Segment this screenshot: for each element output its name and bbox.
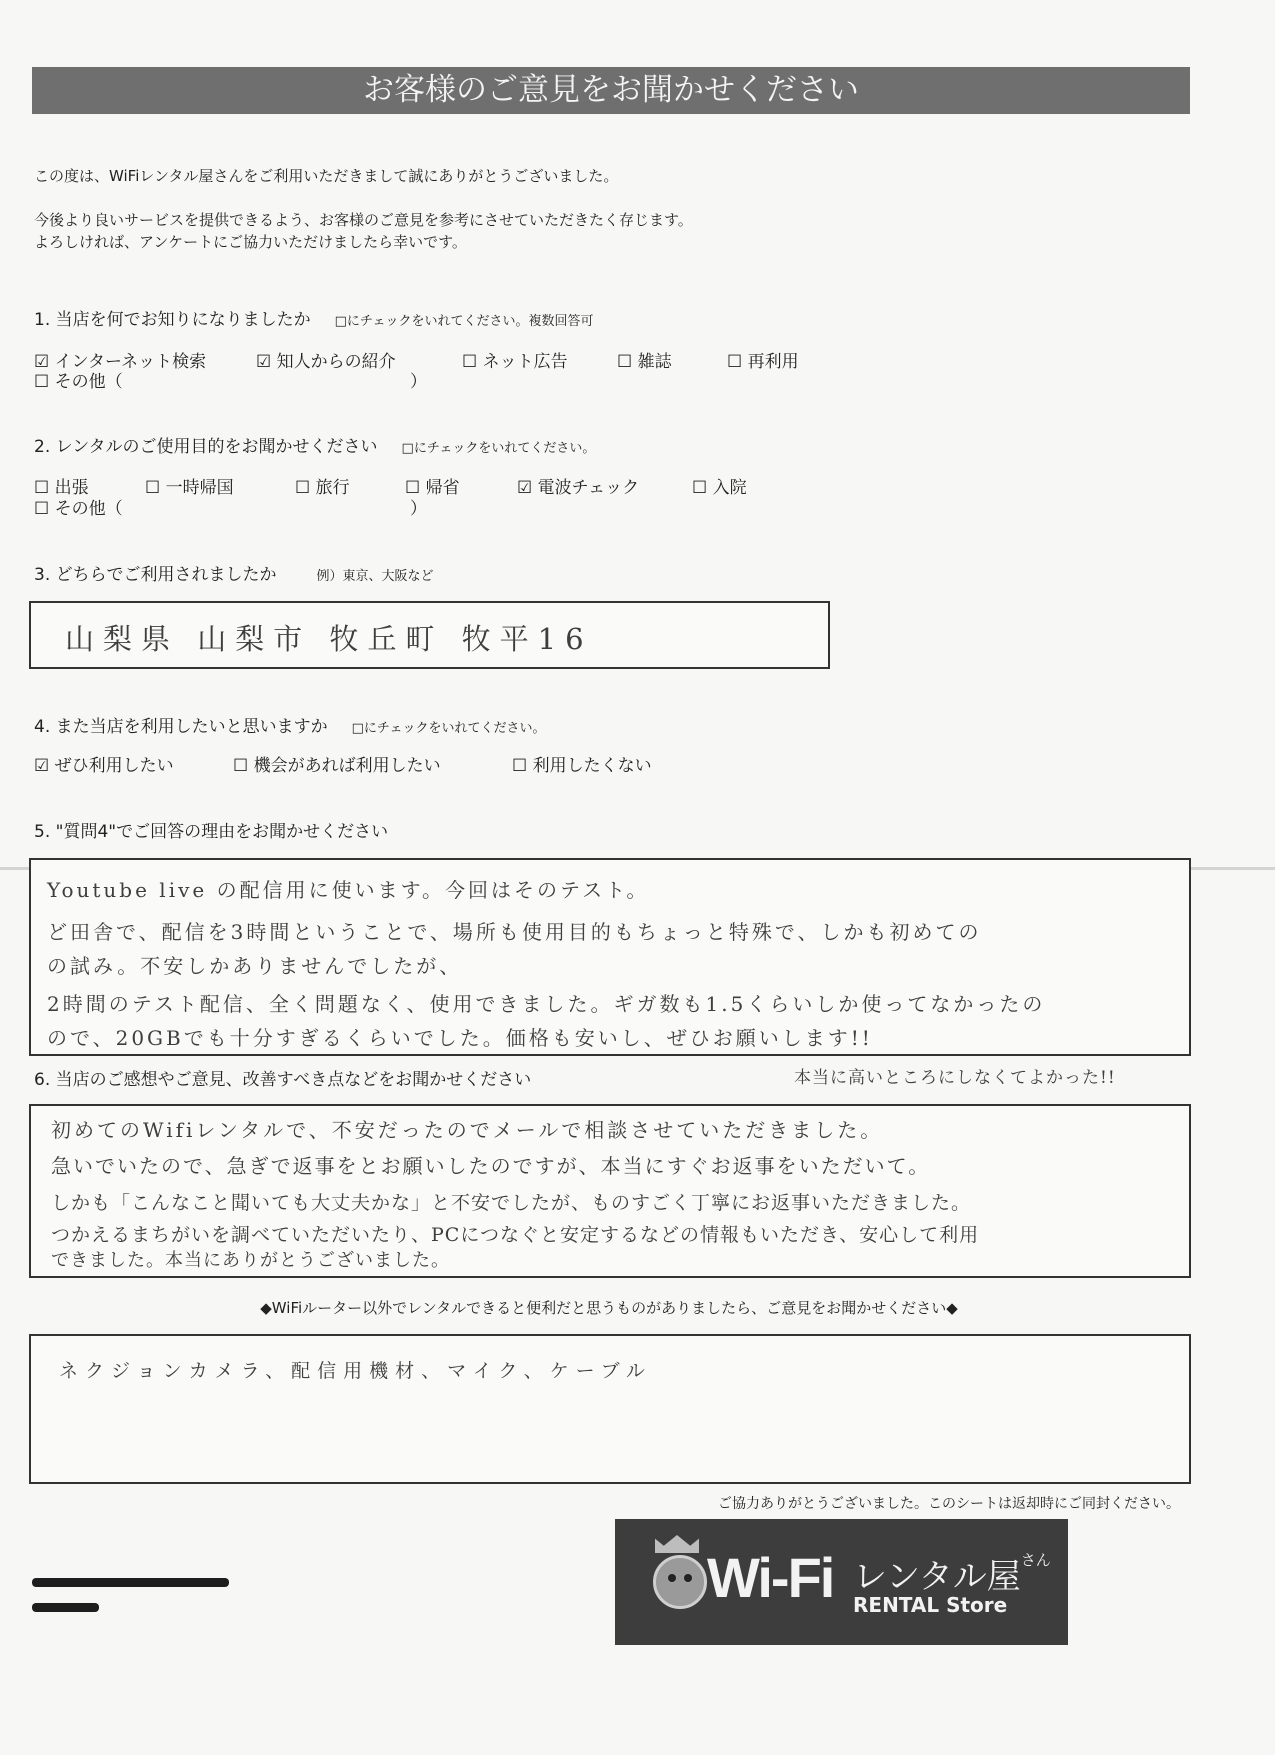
logo-japanese-small: さん (1020, 1551, 1051, 1569)
q6-answer-line-4: つかえるまちがいを調べていただいたり、PCにつなぐと安定するなどの情報もいただき、安心して利用 (51, 1224, 980, 1246)
q2-option-business-trip[interactable]: ☐ 出張 (34, 478, 89, 498)
q2-option-signal-check[interactable]: ☑ 電波チェック (517, 478, 640, 498)
q5-answer-line-2: ど田舎で、配信を3時間ということで、場所も使用目的もちょっと特殊で、しかも初めての (47, 920, 982, 944)
intro-line-3: よろしければ、アンケートにご協力いただけましたら幸いです。 (34, 233, 467, 251)
question-2 (34, 432, 595, 457)
q6-answer-line-3: しかも「こんなこと聞いても大丈夫かな」と不安でしたが、ものすごく丁寧にお返事いただきました。 (51, 1192, 972, 1214)
q1-option-reuse[interactable]: ☐ 再利用 (727, 352, 799, 372)
q1-option-referral[interactable]: ☑ 知人からの紹介 (256, 352, 396, 372)
q2-option-travel[interactable]: ☐ 旅行 (295, 478, 350, 498)
intro-line-2: 今後より良いサービスを提供できるよう、お客様のご意見を参考にさせていただきたく存じます。 (34, 211, 693, 229)
q1-option-magazine[interactable]: ☐ 雑誌 (617, 352, 672, 372)
q2-option-hospital[interactable]: ☐ 入院 (692, 478, 747, 498)
q2-option-other-close: ） (410, 499, 427, 519)
q1-option-internet-search[interactable]: ☑ インターネット検索 (34, 352, 207, 372)
q3-answer-text: 山梨県 山梨市 牧丘町 牧平16 (65, 622, 593, 656)
q4-option-definitely[interactable]: ☑ ぜひ利用したい (34, 756, 174, 776)
question-1 (34, 305, 594, 330)
q6-answer-line-2: 急いでいたので、急ぎで返事をとお願いしたのですが、本当にすぐお返事をいただいて。 (51, 1154, 931, 1178)
q7-answer-text: ネクジョンカメラ、配信用機材、マイク、ケーブル (59, 1360, 652, 1382)
q6-answer-line-5: できました。本当にありがとうございました。 (51, 1250, 450, 1271)
logo-wifi-text: Wi-Fi (707, 1546, 834, 1609)
question-2-note: □にチェックをいれてください。 (401, 441, 596, 456)
q1-option-other-close: ） (410, 372, 427, 392)
q1-option-other[interactable]: ☐ その他（ (34, 372, 123, 392)
question-6-title: 6. 当店のご感想やご意見、改善すべき点などをお聞かせください (34, 1070, 532, 1090)
q3-answer-box[interactable] (29, 601, 830, 669)
q6-answer-line-1: 初めてのWifiレンタルで、不安だったのでメールで相談させていただきました。 (51, 1118, 884, 1142)
q2-option-temp-return[interactable]: ☐ 一時帰国 (145, 478, 234, 498)
page-title: お客様のご意見をお聞かせください (32, 67, 1190, 114)
intro-line-1: この度は、WiFiレンタル屋さんをご利用いただきまして誠にありがとうございました。 (34, 167, 619, 185)
mascot-crown-icon (655, 1535, 699, 1553)
q5-answer-line-1: Youtube live の配信用に使います。今回はそのテスト。 (47, 878, 650, 902)
q4-option-if-chance[interactable]: ☐ 機会があれば利用したい (233, 756, 441, 776)
question-1-note: □にチェックをいれてください。複数回答可 (334, 314, 594, 329)
q1-option-net-ad[interactable]: ☐ ネット広告 (462, 352, 568, 372)
footer-thanks: ご協力ありがとうございました。このシートは返却時にご同封ください。 (718, 1496, 1180, 1512)
question-3 (34, 560, 433, 585)
mascot-eye-right (684, 1574, 692, 1582)
question-5-title: 5. "質問4"でご回答の理由をお聞かせください (34, 822, 389, 842)
question-4-title: 4. また当店を利用したいと思いますか (34, 717, 328, 737)
redacted-id-line-1 (32, 1578, 229, 1587)
q2-option-other[interactable]: ☐ その他（ (34, 499, 123, 519)
redacted-id-line-2 (32, 1603, 99, 1612)
question-2-title: 2. レンタルのご使用目的をお聞かせください (34, 437, 378, 457)
logo-english-text: RENTAL Store (853, 1593, 1008, 1617)
q5-answer-line-6: 本当に高いところにしなくてよかった!! (794, 1068, 1116, 1088)
question-1-title: 1. 当店を何でお知りになりましたか (34, 310, 311, 330)
q6-answer-box[interactable] (29, 1104, 1191, 1278)
question-4 (34, 712, 546, 737)
question-6 (34, 1065, 531, 1090)
mascot-eye-left (668, 1574, 676, 1582)
q5-answer-line-4: 2時間のテスト配信、全く問題なく、使用できました。ギガ数も1.5くらいしか使ってなかったの (47, 992, 1046, 1016)
q2-option-homecoming[interactable]: ☐ 帰省 (405, 478, 460, 498)
question-7: ◆WiFiルーター以外でレンタルできると便利だと思うものがありましたら、ご意見をお聞かせください◆ (260, 1299, 958, 1317)
q5-answer-line-3: の試み。不安しかありませんでしたが、 (47, 954, 463, 978)
q4-option-no[interactable]: ☐ 利用したくない (512, 756, 652, 776)
question-4-note: □にチェックをいれてください。 (351, 721, 546, 736)
brand-logo (615, 1519, 1068, 1645)
logo-japanese-text (853, 1549, 1051, 1598)
question-5 (34, 817, 388, 842)
logo-japanese-main: レンタル屋 (853, 1557, 1021, 1597)
question-3-title: 3. どちらでご利用されましたか (34, 565, 277, 585)
q5-answer-box[interactable] (29, 858, 1191, 1056)
q5-answer-line-5: ので、20GBでも十分すぎるくらいでした。価格も安いし、ぜひお願いします!! (47, 1026, 873, 1050)
mascot-icon (653, 1555, 707, 1609)
q7-answer-box[interactable] (29, 1334, 1191, 1484)
question-3-note: 例）東京、大阪など (316, 569, 434, 584)
